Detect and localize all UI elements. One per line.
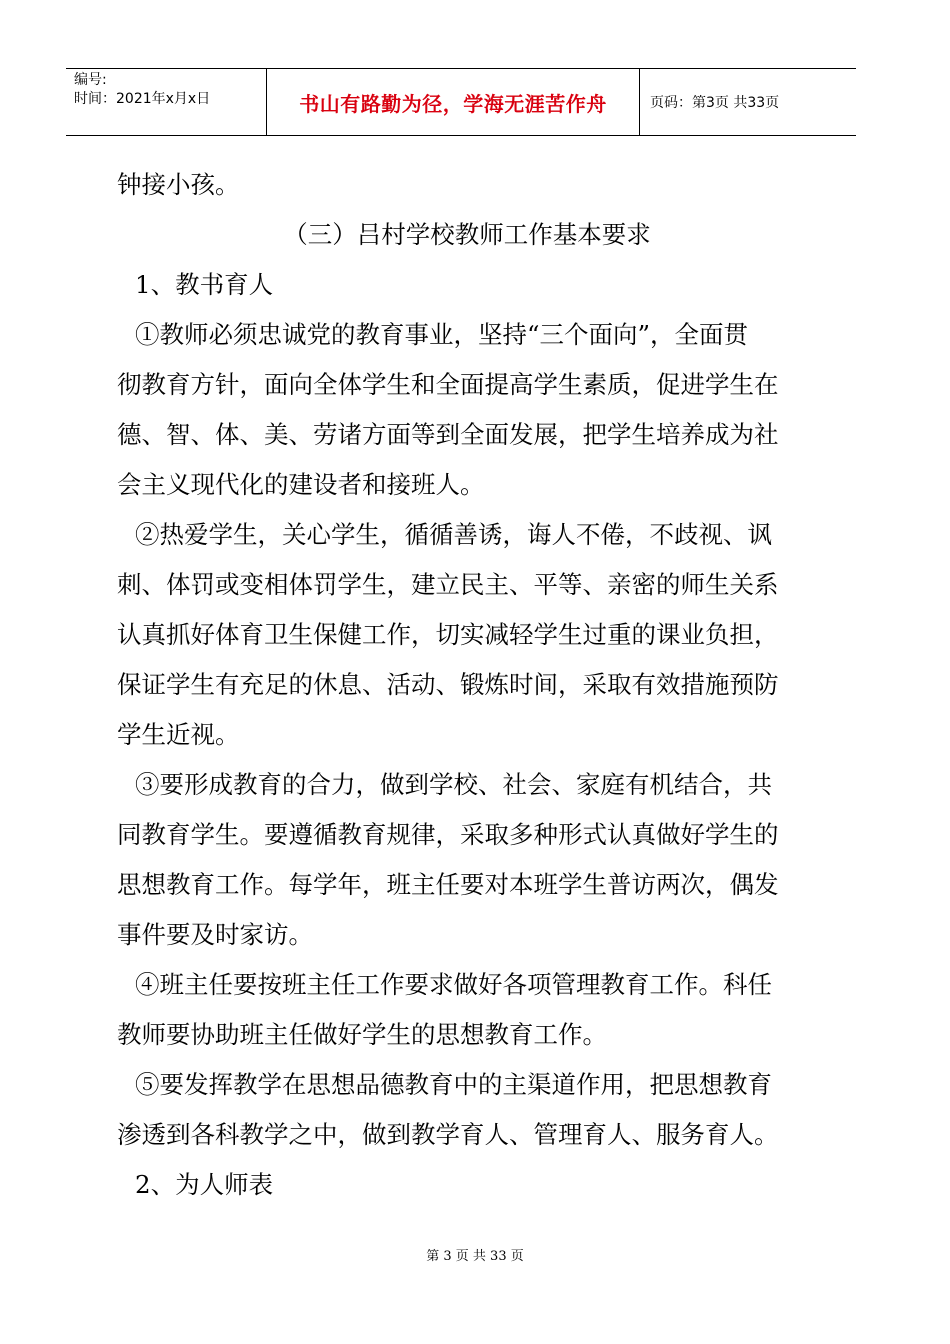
body-line: ⑤要发挥教学在思想品德教育中的主渠道作用，把思想教育	[135, 1070, 772, 1099]
body-line: ④班主任要按班主任工作要求做好各项管理教育工作。科任	[135, 970, 772, 999]
header-motto: 书山有路勤为径，学海无涯苦作舟	[267, 69, 640, 135]
header-page-info: 页码：第3页 共33页	[650, 95, 780, 111]
document-time-label: 时间：2021年x月x日	[74, 91, 211, 107]
page-header	[66, 68, 856, 136]
body-line: 教师要协助班主任做好学生的思想教育工作。	[117, 1020, 607, 1049]
body-line: 德、智、体、美、劳诸方面等到全面发展，把学生培养成为社	[117, 420, 779, 449]
body-line: 保证学生有充足的休息、活动、锻炼时间，采取有效措施预防	[117, 670, 779, 699]
body-line: 2、为人师表	[135, 1170, 274, 1199]
body-line: ②热爱学生，关心学生，循循善诱，诲人不倦，不歧视、讽	[135, 520, 772, 549]
body-line: 1、教书育人	[135, 270, 274, 299]
body-line: 彻教育方针，面向全体学生和全面提高学生素质，促进学生在	[117, 370, 779, 399]
body-line: 渗透到各科教学之中，做到教学育人、管理育人、服务育人。	[117, 1120, 779, 1149]
body-line: ①教师必须忠诚党的教育事业，坚持“三个面向”，全面贯	[135, 320, 749, 349]
page-footer: 第 3 页 共 33 页	[426, 1249, 524, 1264]
body-line: ③要形成教育的合力，做到学校、社会、家庭有机结合，共	[135, 770, 772, 799]
body-line: 思想教育工作。每学年，班主任要对本班学生普访两次，偶发	[117, 870, 779, 899]
header-meta	[66, 69, 267, 135]
body-line: 认真抓好体育卫生保健工作，切实减轻学生过重的课业负担，	[117, 620, 779, 649]
body-line: 事件要及时家访。	[117, 920, 313, 949]
document-number-label: 编号:	[74, 72, 107, 88]
section-heading: （三）吕村学校教师工作基本要求	[283, 220, 651, 249]
document-body	[117, 160, 817, 1210]
body-line: 学生近视。	[117, 720, 240, 749]
body-line: 同教育学生。要遵循教育规律，采取多种形式认真做好学生的	[117, 820, 779, 849]
body-line: 刺、体罚或变相体罚学生，建立民主、平等、亲密的师生关系	[117, 570, 779, 599]
body-line: 钟接小孩。	[117, 170, 240, 199]
body-line: 会主义现代化的建设者和接班人。	[117, 470, 485, 499]
